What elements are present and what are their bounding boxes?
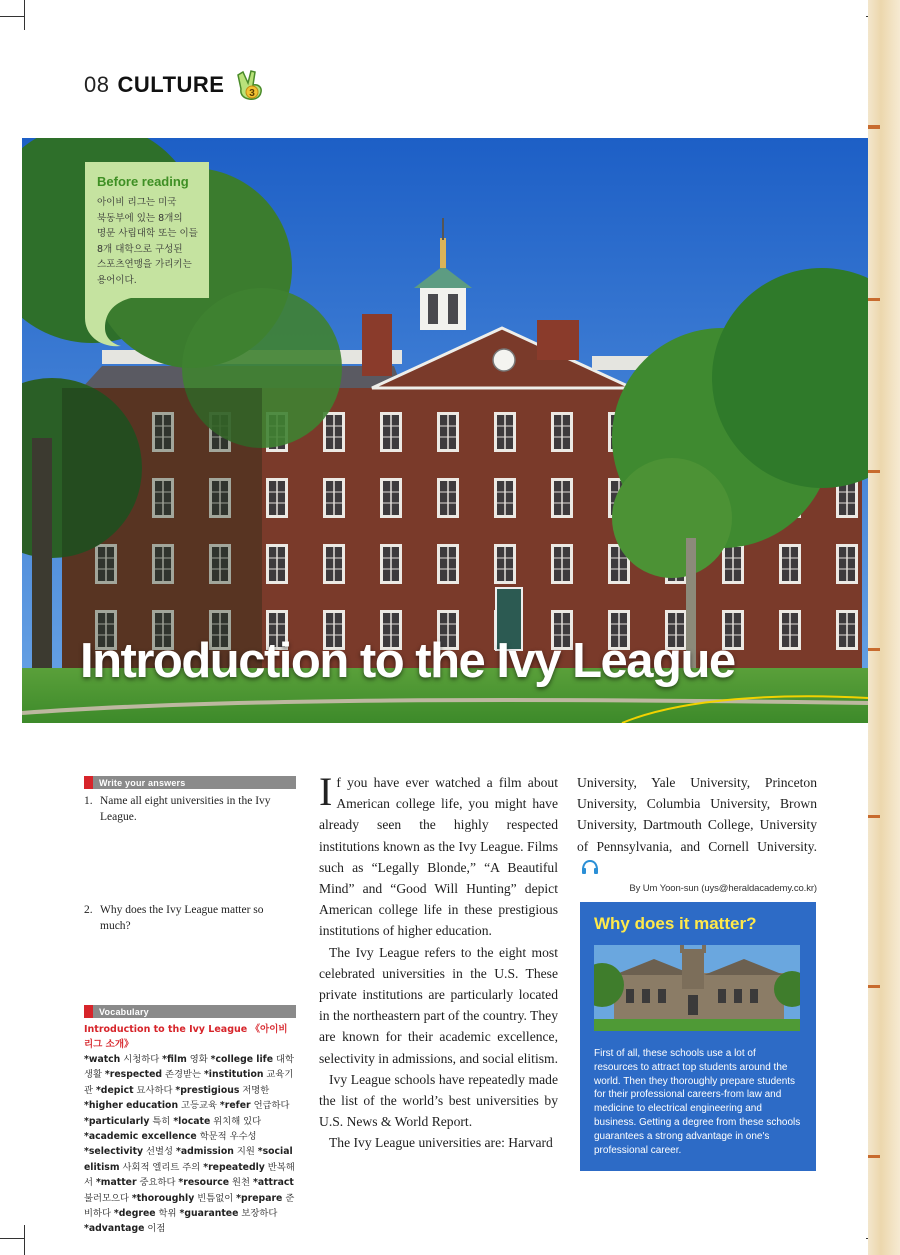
vocabulary-list <box>84 1052 296 1237</box>
label-marker <box>84 776 93 789</box>
before-reading-line: 용어이다. <box>97 274 137 286</box>
vocab-word: *resource <box>178 1177 230 1189</box>
label-text: Vocabulary <box>99 1006 149 1017</box>
before-reading-line: 아이비 리그는 미국 <box>97 197 177 208</box>
article-paragraph: Ivy League schools have repeatedly made the list of the world’s best universities by U.S. News & World Report. <box>319 1071 558 1130</box>
vocab-word: *refer <box>219 1100 251 1112</box>
before-reading-line: 북동부에 있는 8개의 <box>97 212 183 224</box>
paragraph-text: University, Yale University, Princeton University, Columbia University, Brown University, Dartmouth College, University of Pennsylvania, and Cornell University. <box>577 775 817 854</box>
vocab-meaning: 위치해 있다 <box>210 1115 262 1127</box>
vocab-meaning: 선별성 <box>143 1146 176 1158</box>
article-paragraph <box>319 1132 558 1153</box>
vocab-word: *prepare <box>236 1192 283 1204</box>
article-title: Introduction to the Ivy League <box>80 634 735 688</box>
vocab-word: *attract <box>252 1177 294 1189</box>
article-column-2 <box>577 772 817 894</box>
question-number: 2. <box>84 904 93 916</box>
vocab-word: *advantage <box>84 1223 145 1235</box>
paragraph-text: f you have ever watched a film about American college life, you might have already seen the highly respected institutions known as the Ivy League. Films such as “Legally Blonde,” “A Beautiful Mind” and “Good Will Hunting” depict American college life in these prestigious institutions of higher education. <box>319 775 558 939</box>
vocab-meaning: 교육기관 <box>84 1069 294 1096</box>
vocab-meaning: 지원 <box>233 1146 258 1158</box>
paragraph-text: The Ivy League universities are: Harvard <box>329 1135 553 1151</box>
crop-mark <box>0 16 24 17</box>
gothic-building-illustration <box>594 945 800 1031</box>
vocab-word: *selectivity <box>84 1146 144 1158</box>
vocab-word: *guarantee <box>179 1208 239 1220</box>
page-edge-decoration <box>868 0 900 1255</box>
before-reading-title: Before reading <box>97 174 189 189</box>
article-body <box>319 769 558 1154</box>
vocab-meaning: 빈틈없이 <box>194 1192 237 1204</box>
question-number: 1. <box>84 795 93 807</box>
vocab-word: *matter <box>95 1177 137 1189</box>
icon-badge-text: 3 <box>249 88 256 99</box>
why-box-body: First of all, these schools use a lot of resources to attract top students around the world. Then they thoroughly prepare students for their professional careers-from law and medicine to electrical engineering and business. Getting a degree from these schools guarantees a strong advantage in one's professional career. <box>594 1048 801 1156</box>
vocab-word: *institution <box>203 1069 264 1081</box>
vocab-meaning: 고등교육 <box>178 1100 220 1112</box>
vocab-meaning: 언급하다 <box>250 1100 290 1112</box>
article-paragraph <box>577 772 817 878</box>
vocab-word: *locate <box>173 1115 211 1127</box>
edge-tick <box>868 1155 880 1158</box>
vocab-meaning: 존경받는 <box>162 1069 204 1081</box>
vocabulary-label <box>84 1005 296 1018</box>
headphones-icon[interactable] <box>581 859 599 875</box>
vocab-meaning: 원천 <box>229 1177 253 1189</box>
vocab-meaning: 영화 <box>186 1054 211 1065</box>
edge-tick <box>868 298 880 301</box>
section-number: 08 <box>84 72 110 97</box>
section-header <box>84 68 268 102</box>
crop-mark <box>24 0 25 30</box>
before-reading-body <box>97 195 199 288</box>
why-box-title: Why does it matter? <box>594 914 757 933</box>
vocab-meaning: 중요하다 <box>136 1177 179 1189</box>
vocab-word: *admission <box>175 1146 234 1158</box>
question-text: Why does the Ivy League matter so much? <box>100 904 264 932</box>
vocab-word: *particularly <box>84 1115 150 1127</box>
speech-tail-icon <box>85 298 135 348</box>
vocab-word: *social elitism <box>84 1146 293 1173</box>
vocab-meaning: 묘사하다 <box>133 1084 176 1096</box>
why-it-matters-box <box>580 902 816 1171</box>
drop-cap: I <box>319 769 333 814</box>
vocab-meaning: 대학 생활 <box>84 1054 294 1081</box>
vocab-word: *degree <box>113 1208 156 1220</box>
vocab-meaning: 보장하다 <box>238 1208 278 1220</box>
vocab-word: *depict <box>95 1084 134 1096</box>
edge-tick <box>868 125 880 129</box>
before-reading-line: 명문 사립대학 또는 이들 <box>97 228 198 239</box>
write-answers-label <box>84 776 296 789</box>
vocab-word: *repeatedly <box>203 1161 265 1173</box>
before-reading-line: 스포츠연맹을 가리키는 <box>97 259 192 270</box>
crop-mark <box>24 1225 25 1255</box>
article-paragraph: The Ivy League refers to the eight most celebrated universities in the U.S. These private institutions are particularly located in the northeastern part of the country. They are known for their academic excellence, selectivity in admissions, and social elitism. <box>319 944 558 1066</box>
vocab-meaning: 저명한 <box>239 1084 270 1096</box>
crop-mark <box>0 1238 24 1239</box>
article-byline: By Um Yoon-sun (uys@heraldacademy.co.kr) <box>629 883 817 895</box>
article-column-1 <box>319 769 558 1154</box>
label-text: Write your answers <box>99 777 186 788</box>
vocab-meaning: 학문적 우수성 <box>196 1131 257 1143</box>
vocab-meaning: 사회적 엘리트 주의 <box>119 1161 204 1173</box>
vocab-meaning: 특히 <box>149 1115 174 1127</box>
edge-tick <box>868 470 880 473</box>
edge-tick <box>868 815 880 818</box>
vocab-word: *film <box>162 1054 187 1065</box>
before-reading-callout <box>85 162 209 298</box>
section-name: CULTURE <box>117 72 225 97</box>
vocab-meaning: 이점 <box>144 1223 166 1235</box>
vocab-word: *respected <box>104 1069 163 1081</box>
vocab-word: *academic excellence <box>84 1131 197 1143</box>
edge-tick <box>868 985 880 988</box>
question-item <box>84 793 296 825</box>
campus-photo <box>594 945 800 1031</box>
article-body-continued <box>577 772 817 878</box>
vocab-word: *watch <box>84 1054 121 1065</box>
hand-v-sign-icon <box>234 68 268 102</box>
vocab-meaning: 준비하다 <box>84 1192 295 1220</box>
article-paragraph <box>319 769 558 942</box>
before-reading-line: 8개 대학으로 구성된 <box>97 243 183 255</box>
vocab-word: *prestigious <box>175 1084 240 1096</box>
edge-tick <box>868 648 880 651</box>
question-item <box>84 902 296 934</box>
vocabulary-title: Introduction to the Ivy League 《아이비리그 소개》 <box>84 1024 288 1050</box>
vocab-meaning: 반복해서 <box>84 1161 295 1189</box>
question-text: Name all eight universities in the Ivy League. <box>100 795 271 823</box>
vocab-meaning: 학위 <box>155 1208 180 1220</box>
vocab-word: *college life <box>210 1054 274 1065</box>
label-marker <box>84 1005 93 1018</box>
sidebar-left <box>84 776 296 1237</box>
vocab-word: *thoroughly <box>131 1192 195 1204</box>
hero-image <box>22 138 868 723</box>
vocab-meaning: 불러모으다 <box>84 1192 132 1204</box>
vocab-meaning: 시청하다 <box>120 1054 163 1065</box>
vocab-word: *higher education <box>84 1100 179 1112</box>
